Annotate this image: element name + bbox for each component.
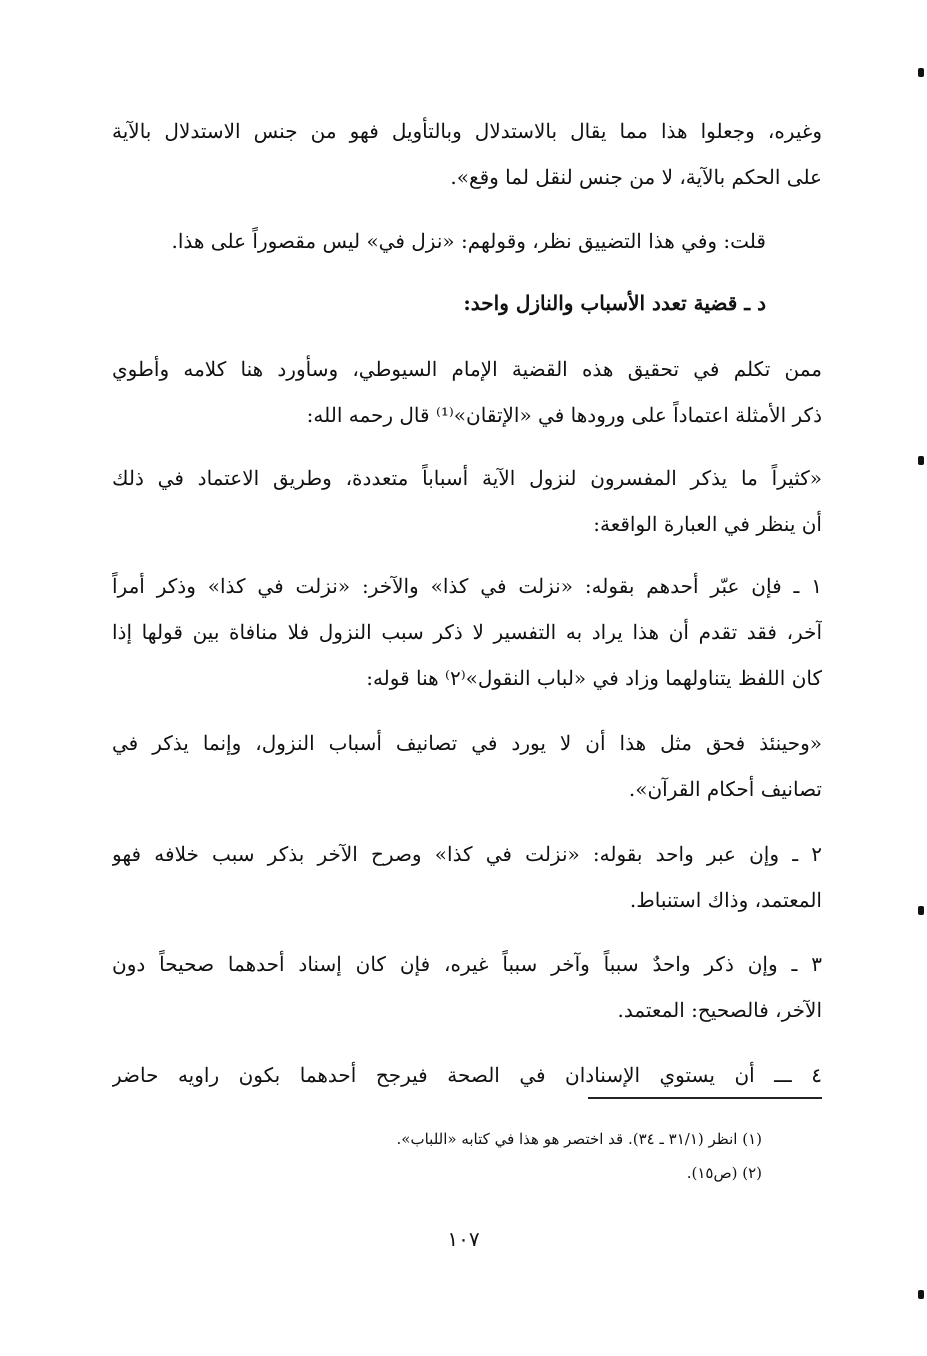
footnote-1: (١) انظر (٣١/١ ـ ٣٤). قد اختصر هو هذا في كتابه «اللباب». — [396, 1130, 762, 1148]
page-number: ١٠٧ — [447, 1227, 480, 1251]
paragraph-continuation — [112, 108, 822, 200]
paragraph-line: كان اللفظ يتناولهما وزاد في «لباب النقول»⁽٢⁾ هنا قوله: — [366, 666, 822, 690]
paragraph-intro — [112, 346, 822, 438]
paragraph-line: تصانيف أحكام القرآن». — [628, 777, 822, 801]
paragraph-line: ١ ـ فإن عبّر أحدهم بقوله: «نزلت في كذا» والآخر: «نزلت في كذا» وذكر أمراً — [112, 574, 822, 598]
paragraph-line: ذكر الأمثلة اعتماداً على ورودها في «الإتقان»⁽¹⁾ قال رحمه الله: — [306, 403, 822, 427]
paragraph-line: قلت: وفي هذا التضييق نظر، وقولهم: «نزل في» ليس مقصوراً على هذا. — [171, 229, 766, 253]
footnote-divider — [588, 1097, 822, 1099]
scan-mark — [918, 68, 924, 77]
paragraph-line: ٤ ـــ أن يستوي الإسنادان في الصحة فيرجح أحدهما بكون راويه حاضر — [112, 1063, 822, 1087]
paragraph-line: على الحكم بالآية، لا من جنس لنقل لما وقع». — [450, 165, 822, 189]
paragraph-point-3 — [112, 941, 822, 1033]
scan-mark — [918, 1290, 924, 1299]
paragraph-line: ٢ ـ وإن عبر واحد بقوله: «نزلت في كذا» وصرح الآخر بذكر سبب خلافه فهو — [112, 842, 822, 866]
paragraph-line: أن ينظر في العبارة الواقعة: — [593, 512, 822, 536]
footnote-2: (٢) (ص١٥). — [686, 1164, 762, 1182]
heading-text: د ـ قضية تعدد الأسباب والنازل واحد: — [463, 291, 766, 315]
paragraph-point-1 — [112, 563, 822, 701]
section-heading — [112, 280, 822, 326]
paragraph-line: «وحينئذ فحق مثل هذا أن لا يورد في تصانيف أسباب النزول، وإنما يذكر في — [112, 731, 822, 755]
paragraph-line: آخر، فقد تقدم أن هذا يراد به التفسير لا ذكر سبب النزول فلا منافاة بين قولها إذا — [112, 620, 822, 644]
paragraph-line: الآخر، فالصحيح: المعتمد. — [617, 998, 822, 1022]
footnotes — [300, 1122, 762, 1190]
scan-mark — [918, 906, 924, 915]
paragraph-line: «كثيراً ما يذكر المفسرون لنزول الآية أسباباً متعددة، وطريق الاعتماد في ذلك — [112, 466, 822, 490]
paragraph-line: ممن تكلم في تحقيق هذه القضية الإمام السيوطي، وسأورد هنا كلامه وأطوي — [112, 357, 822, 381]
paragraph-quote-2 — [112, 720, 822, 812]
scan-mark — [918, 456, 924, 465]
paragraph-point-2 — [112, 831, 822, 923]
paragraph-comment — [112, 218, 822, 264]
paragraph-line: المعتمد، وذاك استنباط. — [629, 888, 822, 912]
paragraph-quote — [112, 455, 822, 547]
paragraph-point-4 — [112, 1052, 822, 1098]
paragraph-line: ٣ ـ وإن ذكر واحدٌ سبباً وآخر سبباً غيره، فإن كان إسناد أحدهما صحيحاً دون — [112, 952, 822, 976]
paragraph-line: وغيره، وجعلوا هذا مما يقال بالاستدلال وبالتأويل فهو من جنس الاستدلال بالآية — [112, 119, 822, 143]
